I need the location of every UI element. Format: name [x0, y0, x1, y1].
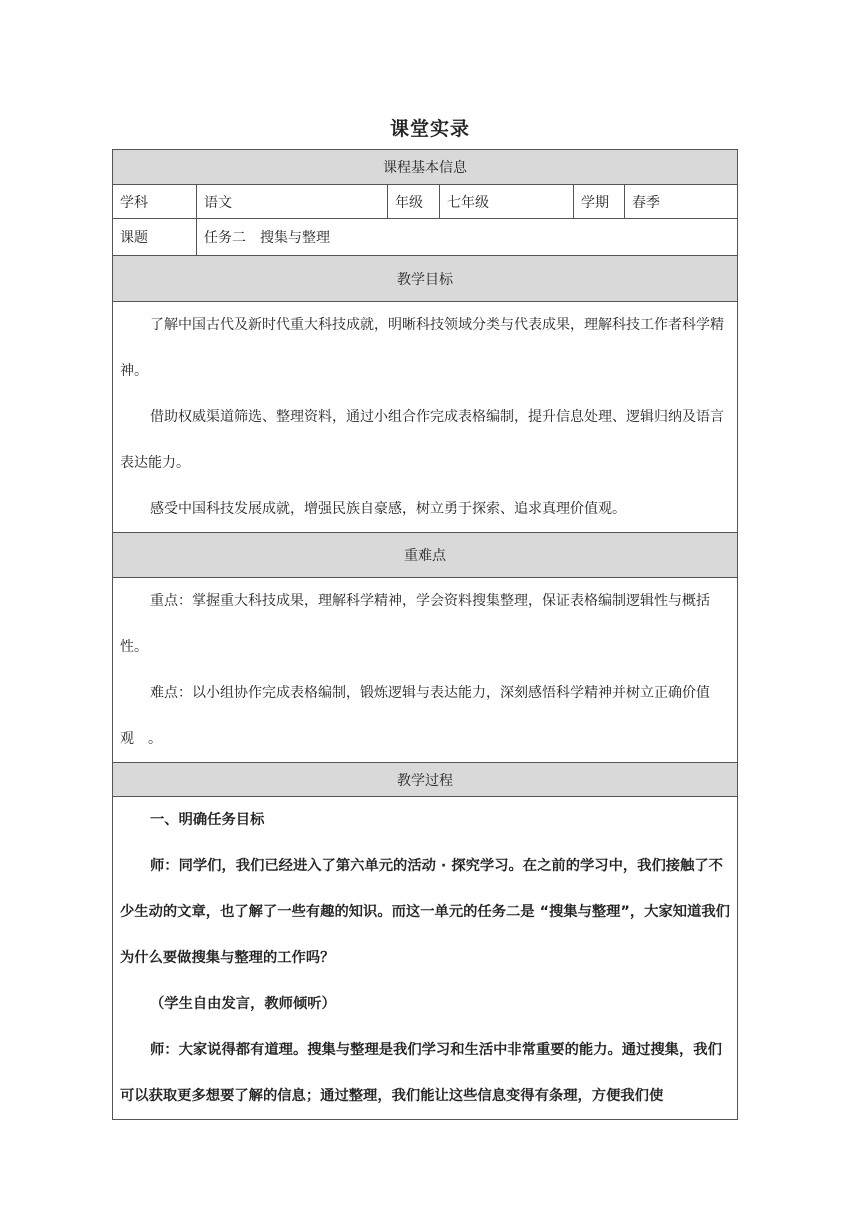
term-value: 春季: [625, 185, 738, 219]
topic-value: 任务二 搜集与整理: [197, 219, 738, 256]
objective-1: 了解中国古代及新时代重大科技成就，明晰科技领域分类与代表成果，理解科技工作者科学精神。: [120, 317, 724, 379]
key-points-body: [113, 578, 738, 763]
process-step-heading: 一、明确任务目标: [150, 812, 265, 828]
term-label: 学期: [574, 185, 625, 219]
key-point: 重点：掌握重大科技成果，理解科学精神，学会资料搜集整理，保证表格编制逻辑性与概括性。: [120, 593, 710, 655]
difficult-point: 难点：以小组协作完成表格编制，锻炼逻辑与表达能力，深刻感悟科学精神并树立正确价值观 。: [120, 685, 710, 747]
process-paragraph: 师：同学们，我们已经进入了第六单元的活动 · 探究学习。在之前的学习中，我们接触了不少生动的文章，也了解了一些有趣的知识。而这一单元的任务二是 “搜集与整理”，大家知道我们为什么要做搜集与整理的工作吗？: [120, 858, 730, 966]
process-paragraph: （学生自由发言，教师倾听）: [150, 996, 336, 1012]
lesson-record-table: [112, 149, 738, 1120]
objective-3: 感受中国科技发展成就，增强民族自豪感，树立勇于探索、追求真理价值观。: [150, 501, 626, 517]
objectives-body: [113, 302, 738, 533]
process-body: [113, 797, 738, 1120]
process-header: 教学过程: [113, 763, 738, 797]
key-points-header: 重难点: [113, 533, 738, 578]
process-paragraph: 师：大家说得都有道理。搜集与整理是我们学习和生活中非常重要的能力。通过搜集，我们可以获取更多想要了解的信息；通过整理，我们能让这些信息变得有条理，方便我们使: [120, 1042, 722, 1104]
grade-label: 年级: [388, 185, 440, 219]
objectives-header: 教学目标: [113, 256, 738, 302]
topic-label: 课题: [113, 219, 197, 256]
subject-label: 学科: [113, 185, 197, 219]
objective-2: 借助权威渠道筛选、整理资料，通过小组合作完成表格编制，提升信息处理、逻辑归纳及语言表达能力。: [120, 409, 724, 471]
grade-value: 七年级: [440, 185, 574, 219]
page-title: 课堂实录: [389, 118, 470, 140]
basic-info-header: 课程基本信息: [113, 150, 738, 185]
subject-value: 语文: [197, 185, 388, 219]
